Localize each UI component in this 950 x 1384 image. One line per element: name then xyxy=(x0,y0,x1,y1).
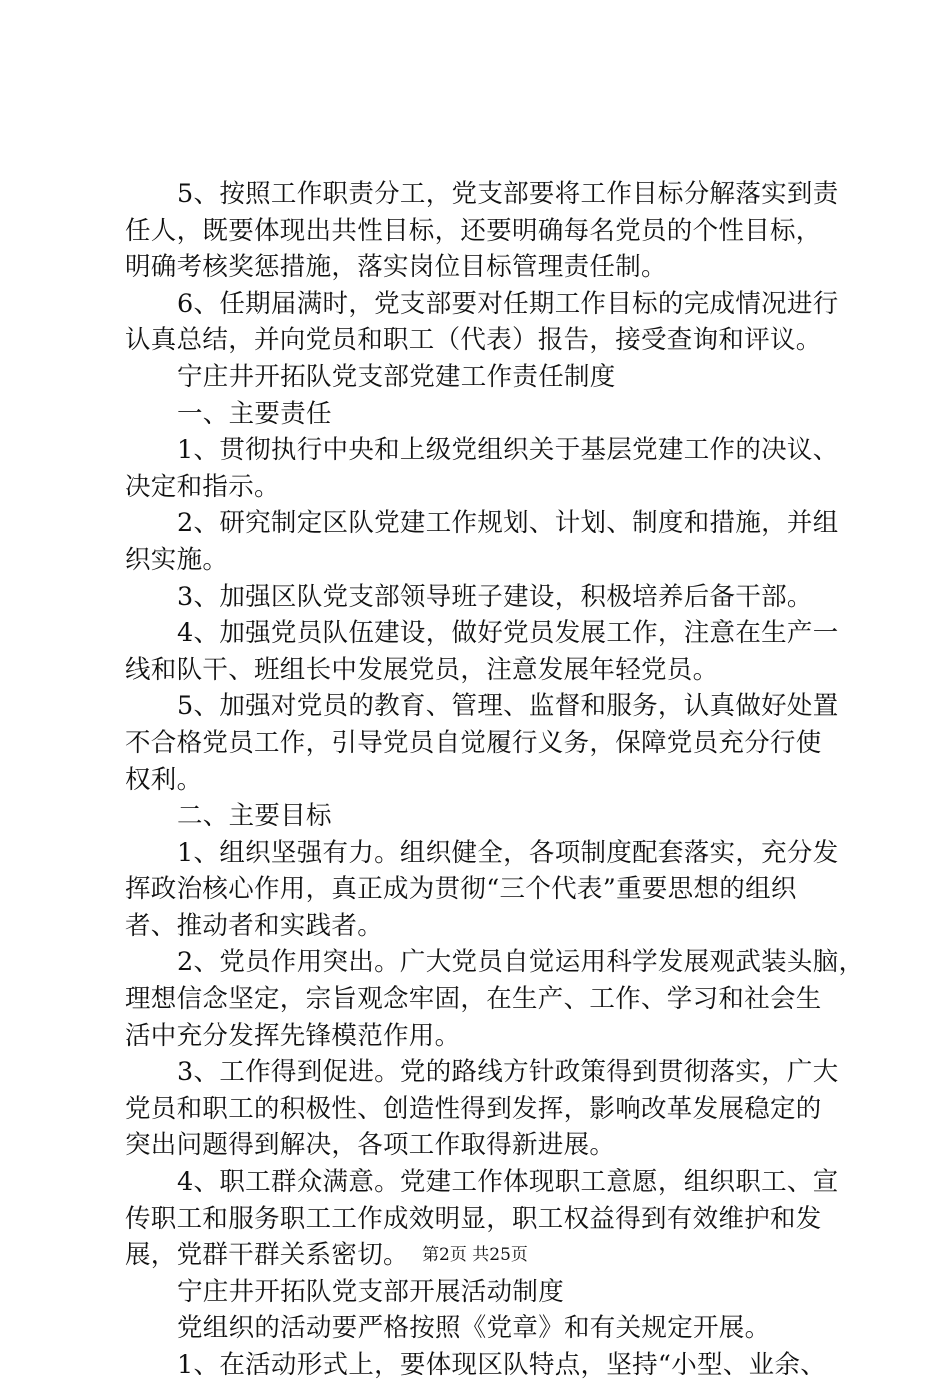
text-line: 理想信念坚定，宗旨观念牢固，在生产、工作、学习和社会生 xyxy=(125,984,822,1015)
text-line: 活中充分发挥先锋模范作用。 xyxy=(125,1020,461,1051)
text-line: 宁庄井开拓队党支部开展活动制度 xyxy=(177,1276,565,1307)
document-body xyxy=(125,176,865,1384)
text-line: 1、贯彻执行中央和上级党组织关于基层党建工作的决议、 xyxy=(177,435,839,466)
text-line: 明确考核奖惩措施，落实岗位目标管理责任制。 xyxy=(125,252,667,283)
text-line: 3、工作得到促进。党的路线方针政策得到贯彻落实，广大 xyxy=(177,1057,839,1088)
text-line: 二、主要目标 xyxy=(177,801,332,832)
text-line: 党员和职工的积极性、创造性得到发挥，影响改革发展稳定的 xyxy=(125,1093,822,1124)
text-line: 3、加强区队党支部领导班子建设，积极培养后备干部。 xyxy=(177,581,813,612)
text-line: 挥政治核心作用，真正成为贯彻“三个代表”重要思想的组织 xyxy=(125,874,797,905)
text-line: 5、按照工作职责分工，党支部要将工作目标分解落实到责 xyxy=(177,179,839,209)
text-line: 展，党群干群关系密切。 xyxy=(125,1240,409,1271)
text-line: 任人，既要体现出共性目标，还要明确每名党员的个性目标， xyxy=(125,215,822,246)
text-line: 突出问题得到解决，各项工作取得新进展。 xyxy=(125,1130,616,1161)
text-line: 2、党员作用突出。广大党员自觉运用科学发展观武装头脑， xyxy=(177,947,865,978)
text-line: 决定和指示。 xyxy=(125,471,280,502)
text-line: 织实施。 xyxy=(125,544,229,575)
text-line: 6、任期届满时，党支部要对任期工作目标的完成情况进行 xyxy=(177,288,839,319)
text-line: 不合格党员工作，引导党员自觉履行义务，保障党员充分行使 xyxy=(125,727,822,758)
text-line: 线和队干、班组长中发展党员，注意发展年轻党员。 xyxy=(125,654,719,685)
text-line: 者、推动者和实践者。 xyxy=(125,910,384,941)
text-line: 传职工和服务职工工作成效明显，职工权益得到有效维护和发 xyxy=(125,1203,822,1234)
text-line: 1、在活动形式上，要体现区队特点，坚持“小型、业余、 xyxy=(177,1350,827,1380)
text-line: 党组织的活动要严格按照《党章》和有关规定开展。 xyxy=(177,1313,771,1344)
text-line: 1、组织坚强有力。组织健全，各项制度配套落实，充分发 xyxy=(177,837,839,868)
text-line: 认真总结，并向党员和职工（代表）报告，接受查询和评议。 xyxy=(125,325,822,356)
text-line: 一、主要责任 xyxy=(177,398,332,429)
text-line: 2、研究制定区队党建工作规划、计划、制度和措施，并组 xyxy=(177,508,839,539)
text-line: 4、加强党员队伍建设，做好党员发展工作，注意在生产一 xyxy=(177,618,839,649)
text-line: 权利。 xyxy=(125,764,203,795)
text-line: 4、职工群众满意。党建工作体现职工意愿，组织职工、宣 xyxy=(177,1167,839,1198)
page-footer: 第2页 共25页 xyxy=(422,1245,528,1265)
text-line: 宁庄井开拓队党支部党建工作责任制度 xyxy=(177,361,616,392)
text-line: 5、加强对党员的教育、管理、监督和服务，认真做好处置 xyxy=(177,691,839,722)
